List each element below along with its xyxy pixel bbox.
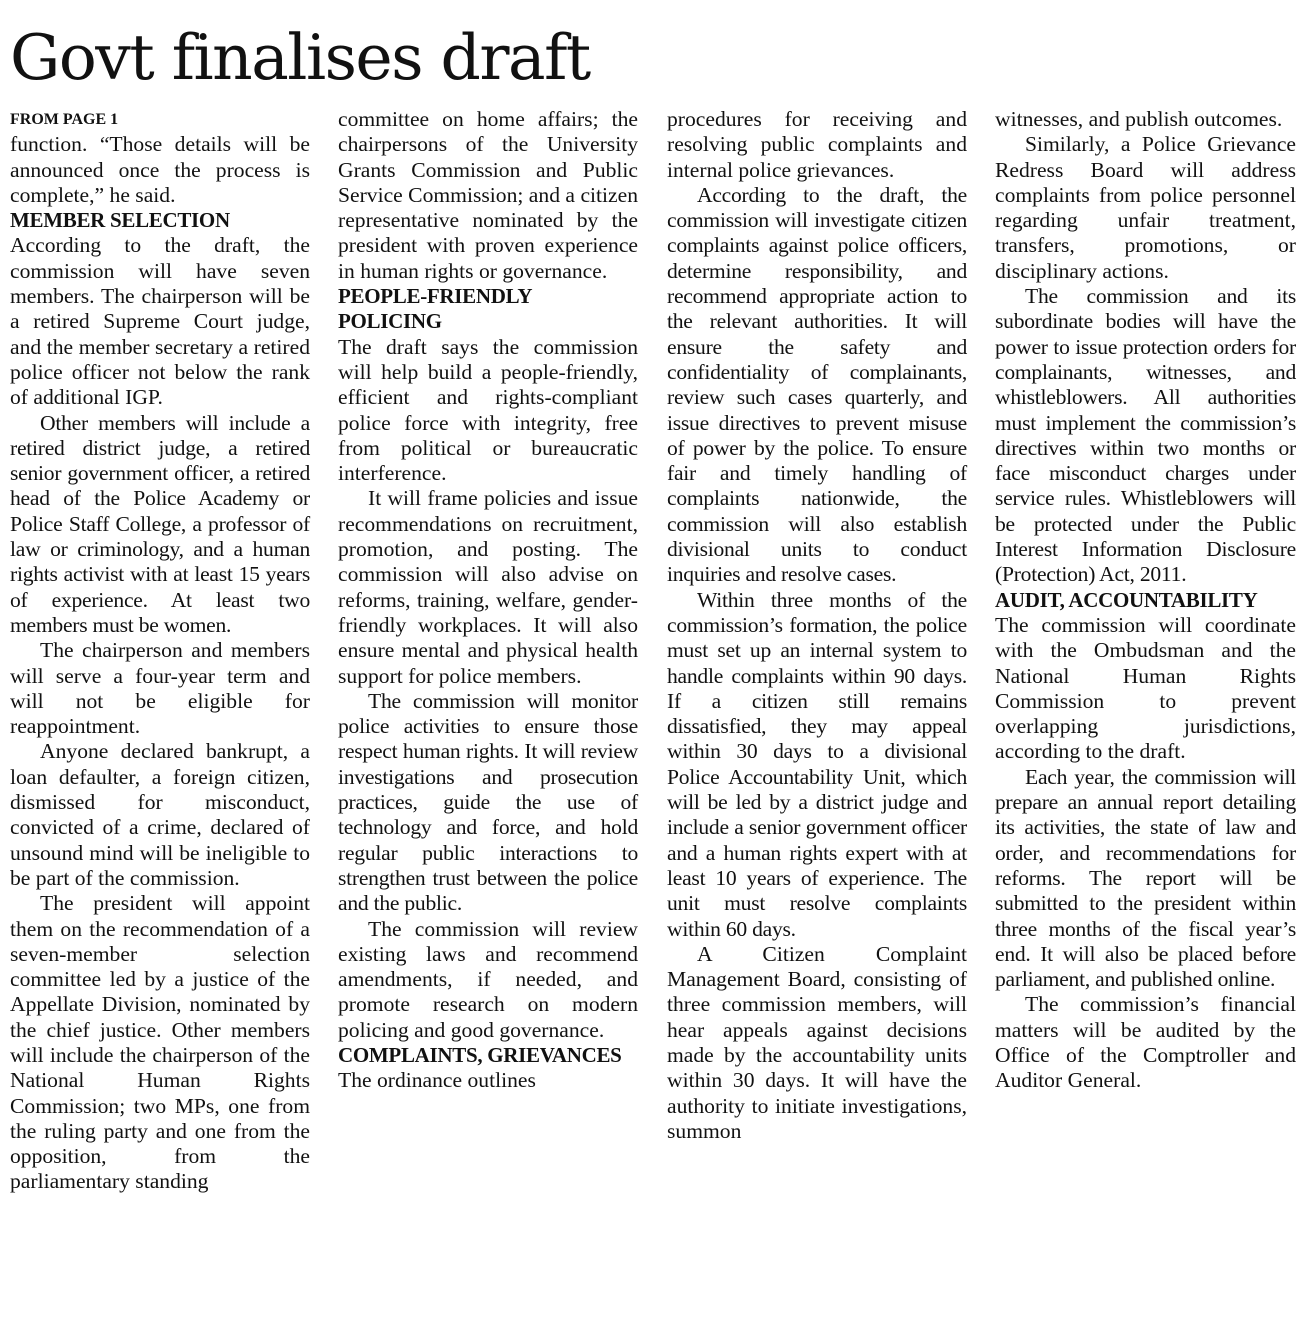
paragraph: witnesses, and publish outcomes.	[995, 107, 1283, 131]
article-column-1	[10, 107, 310, 1195]
headline: Govt finalises draft	[10, 21, 590, 94]
paragraph: According to the draft, the commission will investigate citizen complaints against police officers, determine responsibility, and recommend appropriate action to the relevant authorities. It will ensure the safety and confidentiality of complainants, review such cases quarterly, and issue directives to prevent misuse of power by the police. To ensure fair and timely handling of complaints nationwide, the commission will also establish divisional units to conduct inquiries and resolve cases.	[667, 182, 967, 587]
paragraph: procedures for receiving and resolving public complaints and internal police grievances.	[667, 107, 967, 182]
paragraph: Each year, the commission will prepare an annual report detailing its activities, the state of law and order, and recommendations for reforms. The report will be submitted to the president within three months of the fiscal year’s end. It will also be placed before parliament, and published online.	[995, 764, 1296, 992]
section-heading-audit-accountability: AUDIT, ACCOUNTABILITY	[995, 587, 1258, 612]
paragraph: Other members will include a retired district judge, a retired senior government officer, a retired head of the Police Academy or Police Staff College, a professor of law or criminology, and a human rights activist with at least 15 years of experience. At least two members must be women.	[10, 410, 310, 637]
paragraph: The commission will coordinate with the Ombudsman and the National Human Rights Commission to prevent overlapping jurisdictions, according to the draft.	[995, 612, 1296, 764]
paragraph: Anyone declared bankrupt, a loan defaulter, a foreign citizen, dismissed for misconduct, convicted of a crime, declared of unsound mind will be ineligible to be part of the commission.	[10, 739, 310, 890]
paragraph: The draft says the commission will help build a people-friendly, efficient and rights-compliant police force with integrity, free from political or bureaucratic interference.	[338, 334, 638, 486]
paragraph: Similarly, a Police Grievance Redress Board will address complaints from police personnel regarding unfair treatment, transfers, promotions, or disciplinary actions.	[995, 132, 1296, 283]
paragraph: A Citizen Complaint Management Board, consisting of three commission members, will hear appeals against decisions made by the accountability units within 30 days. It will have the authority to initiate investigations, summon	[667, 941, 967, 1143]
paragraph: committee on home affairs; the chairpersons of the University Grants Commission and Public Service Commission; and a citizen representative nominated by the president with proven experience in human rights or governance.	[338, 107, 638, 283]
paragraph: The commission will review existing laws and recommend amendments, if needed, and promote research on modern policing and good governance.	[338, 916, 638, 1042]
paragraph: The commission will monitor police activities to ensure those respect human rights. It will review investigations and prosecution practices, guide the use of technology and force, and hold regular public interactions to strengthen trust between the police and the public.	[338, 688, 638, 916]
paragraph: The commission and its subordinate bodies will have the power to issue protection orders for complainants, witnesses, and whistleblowers. All authorities must implement the commission’s directives within two months or face misconduct charges under service rules. Whistleblowers will be protected under the Public Interest Information Disclosure (Protection) Act, 2011.	[995, 284, 1296, 587]
paragraph: Within three months of the commission’s formation, the police must set up an internal system to handle complaints within 90 days. If a citizen still remains dissatisfied, they may appeal within 30 days to a divisional Police Accountability Unit, which will be led by a district judge and include a senior government officer and a human rights expert with at least 10 years of experience. The unit must resolve complaints within 60 days.	[667, 587, 967, 941]
paragraph: The ordinance outlines	[338, 1068, 536, 1093]
section-heading-member-selection: MEMBER SELECTION	[10, 208, 230, 233]
section-heading-people-friendly-policing: PEOPLE-FRIENDLY POLICING	[338, 284, 532, 334]
paragraph: According to the draft, the commission will have seven members. The chairperson will be a retired Supreme Court judge, and the member secretary a retired police officer not below the rank of additional IGP.	[10, 233, 310, 410]
article-column-3	[667, 107, 967, 1144]
article-column-2	[338, 107, 638, 1094]
paragraph: function. “Those details will be announced once the process is complete,” he said.	[10, 132, 310, 207]
paragraph: The president will appoint them on the recommendation of a seven-member selection committee led by a justice of the Appellate Division, nominated by the chief justice. Other members will include the chairperson of the National Human Rights Commission; two MPs, one from the ruling party and one from the opposition, from the parliamentary standing	[10, 891, 310, 1194]
article-column-4	[995, 107, 1296, 1094]
paragraph: The chairperson and members will serve a four-year term and will not be eligible for reappointment.	[10, 638, 310, 739]
section-heading-complaints-grievances: COMPLAINTS, GRIEVANCES	[338, 1042, 622, 1067]
paragraph: The commission’s financial matters will be audited by the Office of the Comptroller and Auditor General.	[995, 992, 1296, 1093]
dateline: FROM PAGE 1	[10, 111, 119, 128]
paragraph: It will frame policies and issue recommendations on recruitment, promotion, and posting. The commission will also advise on reforms, training, welfare, gender-friendly workplaces. It will also ensure mental and physical health support for police members.	[338, 486, 638, 688]
